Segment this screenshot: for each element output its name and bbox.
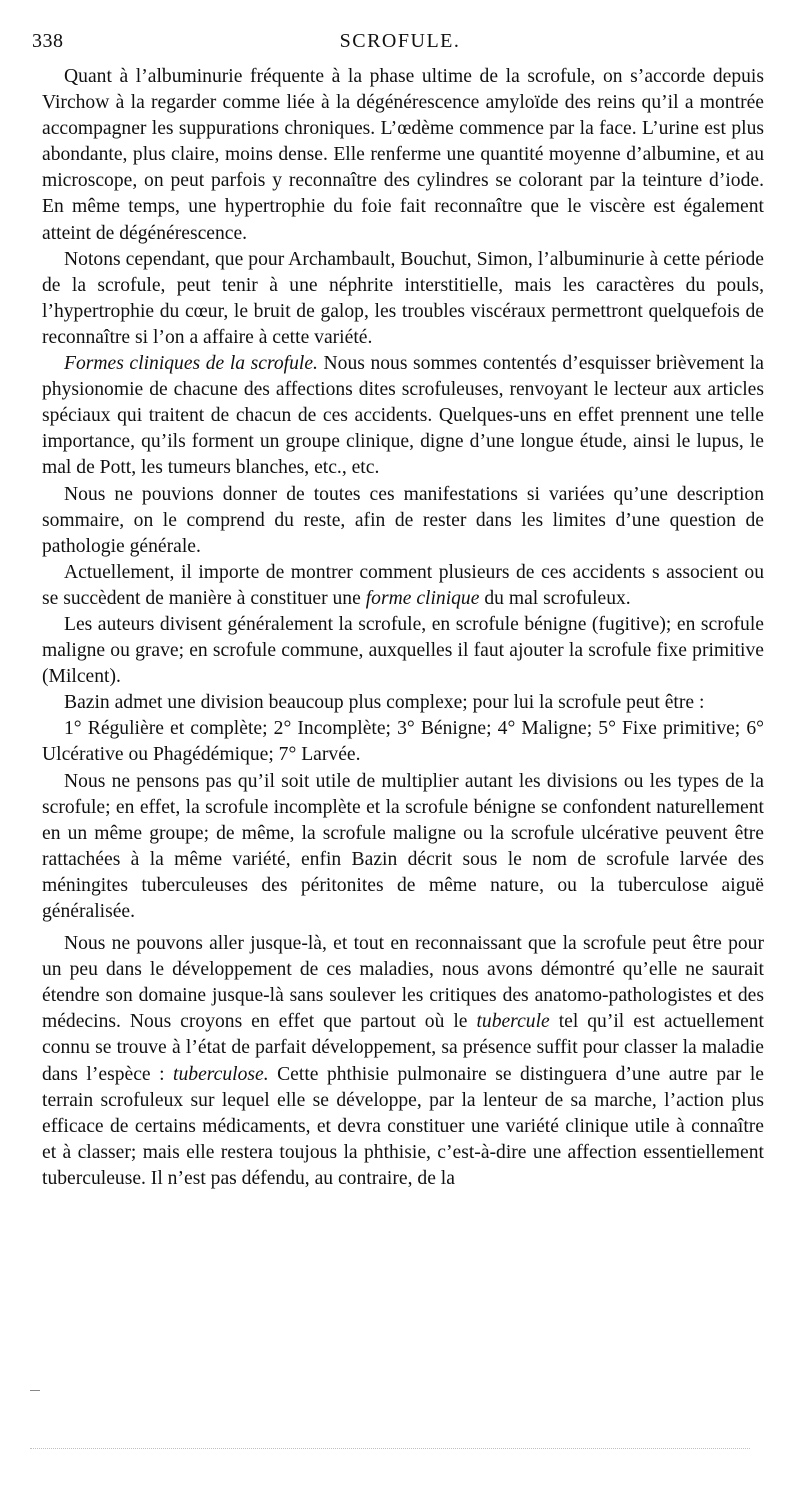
paragraph-description-sommaire: Nous ne pouvions donner de toutes ces manifestations si variées qu’une description sommaire, on le comprend du reste, afin de rester dans les limites d’une question de pathologie générale. <box>42 483 764 557</box>
paragraph-nous-ne-pensons: Nous ne pensons pas qu’il soit utile de multiplier autant les divisions ou les types de la scrofule; en effet, la scrofule incomplète et la scrofule bénigne se confondent naturellement en un même groupe; de même, la scrofule maligne ou la scrofule ulcérative peuvent être rattachées à la même variété, enfin Bazin décrit sous le nom de scrofule larvée des méningites tuberculeuses des péritonites de même nature, ou la tuberculose aiguë généralisée. <box>42 770 764 922</box>
paragraph-auteurs: Les auteurs divisent généralement la scrofule, en scrofule bénigne (fugitive); en scrofule maligne ou grave; en scrofule commune, auxquelles il faut ajouter la scrofule fixe primitive (Milcent). <box>42 613 764 688</box>
paragraph-text: Actuellement, il importe de montrer comment plusieurs de ces accidents s associent ou se succèdent de manière à constituer une <box>42 561 764 609</box>
paragraph-text: du mal scrofuleux. <box>479 587 631 609</box>
paragraph-text: tel qu’il est actuellement connu se trouve à l’état de parfait développement, sa présence suffit pour classer la maladie dans l’espèce : <box>42 1011 765 1085</box>
italic-term: tuberculose. <box>173 1063 269 1085</box>
paragraph-bazin: Bazin admet une division beaucoup plus complexe; pour lui la scrofule peut être : <box>64 692 705 714</box>
paragraph-formes-cliniques <box>42 351 764 481</box>
running-head: SCROFULE. <box>339 30 461 52</box>
page-header <box>30 30 770 58</box>
paragraph-bazin-list: 1° Régulière et complète; 2° Incomplète; 3° Bénigne; 4° Maligne; 5° Fixe primitive; 6° Ulcérative ou Phagédémique; 7° Larvée. <box>42 718 764 766</box>
body-text <box>42 64 764 1192</box>
italic-term: forme clinique <box>365 587 480 609</box>
paragraph-actuellement <box>42 560 764 612</box>
paragraph-nous-ne-pouvons <box>42 931 764 1192</box>
section-heading-italic: Formes cliniques de la scrofule. <box>64 353 318 375</box>
paragraph-notons: Notons cependant, que pour Archambault, Bouchut, Simon, l’albuminurie à cette période de la scrofule, peut tenir à une néphrite interstitielle, mais les caractères du pouls, l’hypertrophie du cœur, le bruit de galop, les troubles viscéraux permettront quelquefois de reconnaître si l’on a affaire à cette variété. <box>42 248 764 348</box>
italic-term: tubercule <box>476 1011 550 1033</box>
paragraph-text: Nous ne pouvons aller jusque-là, et tout en reconnaissant que la scrofule peut être pour un peu dans le développement de ces maladies, nous avons démontré qu’elle ne saurait étendre son domaine jusque-là sans soulever les critiques des anatomo-pathologistes et des médecins. Nous croyons en effet que partout où le <box>42 933 764 1033</box>
paragraph-albuminurie: Quant à l’albuminurie fréquente à la phase ultime de la scrofule, on s’accorde depuis Virchow à la regarder comme liée à la dégénérescence amyloïde des reins qu’il a montrée accompagner les suppurations chroniques. L’œdème commence par la face. L’urine est plus abondante, plus claire, moins dense. Elle renferme une quantité moyenne d’albumine, et au microscope, on peut parfois y reconnaître des cylindres se colorant par la teinture d’iode. En même temps, une hypertrophie du foie fait reconnaître que le viscère est également atteint de dégénérescence. <box>42 66 764 244</box>
paragraph-text: Cette phthisie pulmonaire se distinguera d’une autre par le terrain scrofuleux sur lequel elle se développe, par la lenteur de sa marche, l’action plus efficace de certains médicaments, et devra constituer une variété clinique utile à connaître et à classer; mais elle restera toujous la phthisie, c’est-à-dire une affection essentiellement tuberculeuse. Il n’est pas défendu, au contraire, de la <box>42 1063 765 1189</box>
print-mark <box>30 1390 40 1391</box>
paragraph-text: Nous nous sommes contentés d’esquisser brièvement la physionomie de chacune des affections dites scrofuleuses, renvoyant le lecteur aux articles spéciaux qui traitent de chacun de ces accidents. Quelques-uns en effet prennent une telle importance, qu’ils forment un groupe clinique, digne d’une longue étude, ainsi le lupus, le mal de Pott, les tumeurs blanches, etc., etc. <box>42 353 764 479</box>
page-number: 338 <box>32 30 64 52</box>
footer-dotted-rule <box>30 1448 750 1449</box>
